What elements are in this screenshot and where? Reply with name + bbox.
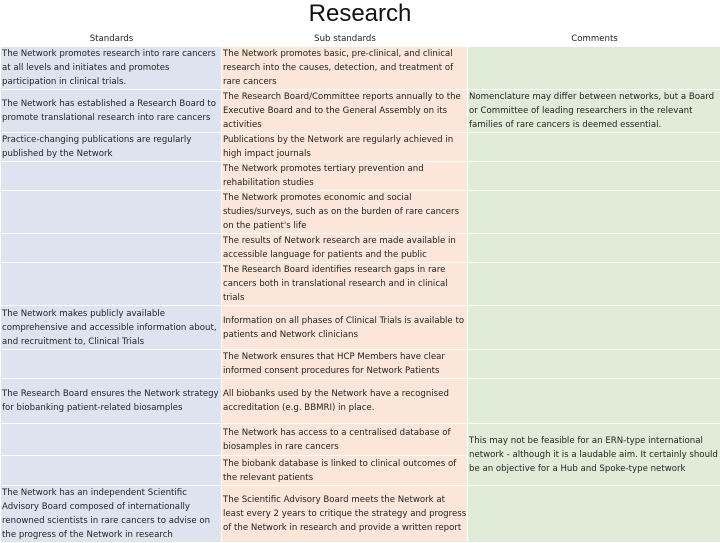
- table-row: [1, 90, 720, 133]
- comment-cell: This may not be feasible for an ERN-type international network - although it is a laudable aim. It certainly should be an objective for a Hub and Spoke-type network: [468, 424, 720, 486]
- standard-cell: The Network promotes research into rare cancers at all levels and initiates and promotes participation in clinical trials.: [1, 47, 222, 90]
- sub-standard-cell: The Network promotes basic, pre-clinical, and clinical research into the causes, detection, and treatment of rare cancers: [222, 47, 468, 90]
- sub-standard-cell: The results of Network research are made available in accessible language for patients and the public: [222, 234, 468, 263]
- standard-cell: [1, 424, 222, 456]
- standard-cell: [1, 263, 222, 306]
- comment-cell: [468, 191, 720, 234]
- comment-cell: Nomenclature may differ between networks, but a Board or Committee of leading researchers in the relevant families of rare cancers is deemed essential.: [468, 90, 720, 133]
- standard-cell: Practice-changing publications are regularly published by the Network: [1, 133, 222, 162]
- standard-cell: The Network makes publicly available comprehensive and accessible information about, and recruitment to, Clinical Trials: [1, 306, 222, 350]
- comment-cell: [468, 133, 720, 162]
- sub-standard-cell: The Network promotes economic and social studies/surveys, such as on the burden of rare cancers on the patient's life: [222, 191, 468, 234]
- standard-cell: The Research Board ensures the Network strategy for biobanking patient-related biosamples: [1, 379, 222, 424]
- comment-cell: [468, 47, 720, 90]
- standard-cell: The Network has established a Research Board to promote translational research into rare cancers: [1, 90, 222, 133]
- sub-standard-cell: The Scientific Advisory Board meets the Network at least every 2 years to critique the strategy and progress of the Network in research and provide a written report: [222, 486, 468, 543]
- standard-cell: [1, 456, 222, 486]
- comment-cell: [468, 162, 720, 191]
- comment-cell: [468, 350, 720, 379]
- sub-standard-cell: The Network has access to a centralised database of biosamples in rare cancers: [222, 424, 468, 456]
- table-row: [1, 133, 720, 162]
- column-header-comments: Comments: [468, 32, 720, 47]
- comment-cell: [468, 379, 720, 424]
- sub-standard-cell: The Network promotes tertiary prevention and rehabilitation studies: [222, 162, 468, 191]
- table-row: [1, 234, 720, 263]
- column-header-standards: Standards: [1, 32, 222, 47]
- sub-standard-cell: Information on all phases of Clinical Trials is available to patients and Network clinicians: [222, 306, 468, 350]
- standard-cell: [1, 162, 222, 191]
- table-row: [1, 379, 720, 424]
- sub-standard-cell: The Research Board/Committee reports annually to the Executive Board and to the General Assembly on its activities: [222, 90, 468, 133]
- table-row: [1, 306, 720, 350]
- comment-cell: [468, 263, 720, 306]
- table-header-row: [1, 32, 720, 47]
- sub-standard-cell: All biobanks used by the Network have a recognised accreditation (e.g. BBMRI) in place.: [222, 379, 468, 424]
- standard-cell: [1, 234, 222, 263]
- sub-standard-cell: The Network ensures that HCP Members have clear informed consent procedures for Network Patients: [222, 350, 468, 379]
- standard-cell: [1, 191, 222, 234]
- research-standards-table: [0, 31, 720, 543]
- table-row: [1, 191, 720, 234]
- standard-cell: The Network has an independent Scientific Advisory Board composed of internationally renowned scientists in rare cancers to advise on the progress of the Network in research: [1, 486, 222, 543]
- sub-standard-cell: The biobank database is linked to clinical outcomes of the relevant patients: [222, 456, 468, 486]
- table-row: [1, 424, 720, 456]
- comment-cell: [468, 486, 720, 543]
- table-row: [1, 263, 720, 306]
- standard-cell: [1, 350, 222, 379]
- table-row: [1, 486, 720, 543]
- sub-standard-cell: Publications by the Network are regularly achieved in high impact journals: [222, 133, 468, 162]
- comment-cell: [468, 306, 720, 350]
- table-row: [1, 350, 720, 379]
- table-row: [1, 162, 720, 191]
- column-header-sub-standards: Sub standards: [222, 32, 468, 47]
- table-row: [1, 47, 720, 90]
- page-title: Research: [0, 0, 720, 30]
- comment-cell: [468, 234, 720, 263]
- sub-standard-cell: The Research Board identifies research gaps in rare cancers both in translational research and in clinical trials: [222, 263, 468, 306]
